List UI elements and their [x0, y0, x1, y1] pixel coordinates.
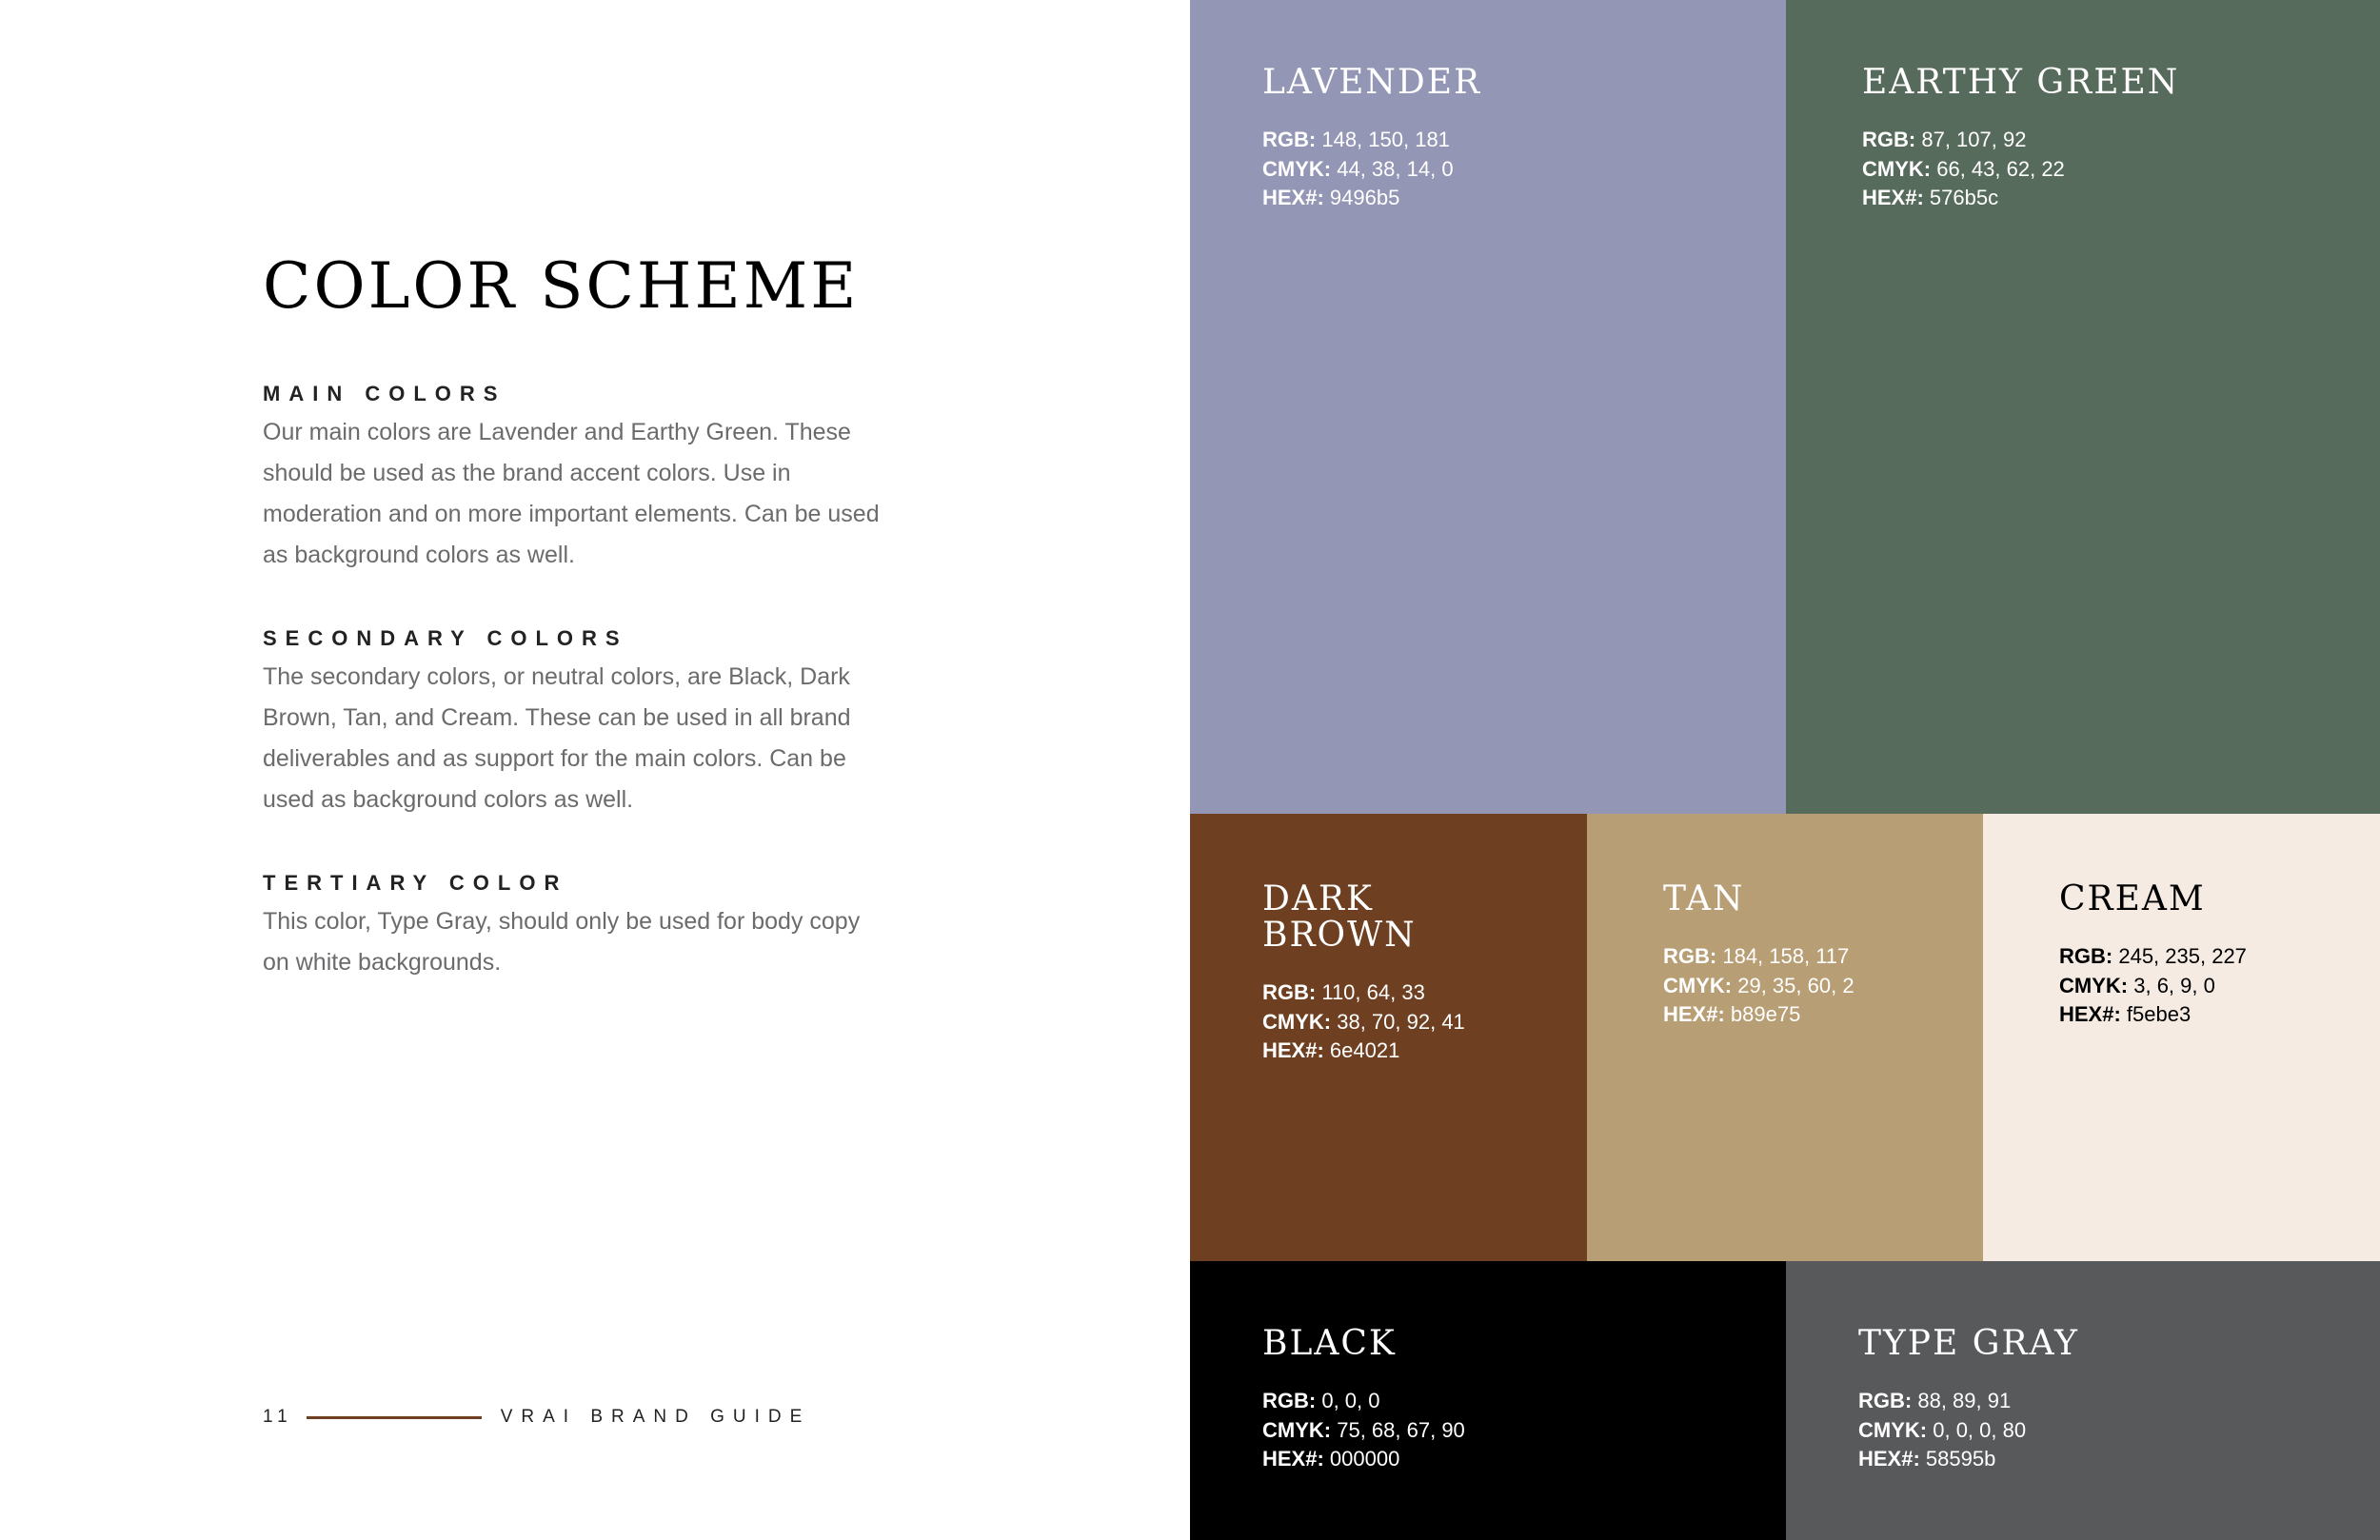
- color-specs: [1663, 942, 1983, 1030]
- hex-row: [1262, 1037, 1587, 1066]
- hex-row: [1858, 1445, 2380, 1474]
- hex-label: HEX#:: [1262, 1447, 1324, 1471]
- rgb-row: [1663, 942, 1983, 972]
- hex-value: f5ebe3: [2126, 1002, 2192, 1026]
- swatch-name: CREAM: [2059, 879, 2206, 918]
- cmyk-label: CMYK:: [1663, 973, 1733, 997]
- cmyk-value: 3, 6, 9, 0: [2133, 973, 2215, 997]
- cmyk-value: 75, 68, 67, 90: [1337, 1417, 1465, 1442]
- rgb-value: 88, 89, 91: [1917, 1389, 2012, 1412]
- rgb-row: [1858, 1387, 2380, 1416]
- rgb-row: [2059, 942, 2380, 972]
- page-footer: [263, 1403, 810, 1431]
- hex-row: [2059, 1000, 2380, 1030]
- color-specs: [1262, 978, 1587, 1066]
- color-specs: [1858, 1387, 2380, 1474]
- hex-value: 6e4021: [1329, 1038, 1400, 1062]
- swatch-type-gray: [1786, 1261, 2380, 1540]
- rgb-value: 0, 0, 0: [1321, 1389, 1380, 1412]
- swatch-name: TAN: [1663, 879, 1745, 918]
- rgb-label: RGB:: [1262, 980, 1317, 1004]
- hex-label: HEX#:: [1862, 186, 1924, 209]
- cmyk-value: 66, 43, 62, 22: [1936, 156, 2065, 181]
- hex-value: 576b5c: [1929, 186, 1999, 209]
- rgb-value: 87, 107, 92: [1921, 128, 2027, 151]
- color-specs: [1262, 126, 1786, 213]
- cmyk-row: [1663, 972, 1983, 1001]
- swatch-name: EARTHY GREEN: [1862, 63, 2180, 102]
- rgb-label: RGB:: [2059, 944, 2113, 968]
- rgb-row: [1262, 126, 1786, 155]
- section-body: Our main colors are Lavender and Earthy Green. These should be used as the brand accent colors. Use in moderation and on more important elements. Can be used as background colors as well.: [263, 419, 880, 568]
- hex-row: [1862, 184, 2380, 213]
- rgb-value: 110, 64, 33: [1321, 980, 1425, 1004]
- hex-row: [1262, 1445, 1786, 1474]
- cmyk-value: 44, 38, 14, 0: [1337, 156, 1454, 181]
- main-colors-section: [263, 382, 882, 576]
- cmyk-label: CMYK:: [1262, 1009, 1332, 1034]
- rgb-row: [1262, 1387, 1786, 1416]
- cmyk-label: CMYK:: [1262, 156, 1332, 181]
- rgb-row: [1862, 126, 2380, 155]
- hex-row: [1262, 184, 1786, 213]
- cmyk-label: CMYK:: [1862, 156, 1932, 181]
- hex-value: 58595b: [1925, 1447, 1996, 1471]
- section-body: The secondary colors, or neutral colors, are Black, Dark Brown, Tan, and Cream. These can be used in all brand deliverables and as support for the main colors. Can be used as background colors as well.: [263, 663, 851, 813]
- swatch-cream: [1983, 814, 2380, 1261]
- cmyk-value: 29, 35, 60, 2: [1737, 973, 1854, 997]
- hex-value: 000000: [1329, 1447, 1400, 1471]
- hex-label: HEX#:: [1262, 186, 1324, 209]
- swatch-earthy-green: [1786, 0, 2380, 814]
- rgb-label: RGB:: [1663, 944, 1717, 968]
- rgb-label: RGB:: [1858, 1389, 1913, 1412]
- cmyk-row: [2059, 972, 2380, 1001]
- swatch-black: [1190, 1261, 1786, 1540]
- hex-row: [1663, 1000, 1983, 1030]
- hex-label: HEX#:: [1858, 1447, 1920, 1471]
- swatch-name: BLACK: [1262, 1324, 1397, 1363]
- cmyk-value: 38, 70, 92, 41: [1337, 1009, 1465, 1034]
- swatch-tan: [1587, 814, 1983, 1261]
- color-specs: [1862, 126, 2380, 213]
- footer-divider: [307, 1416, 482, 1419]
- swatch-lavender: [1190, 0, 1786, 814]
- tertiary-color-section: [263, 871, 882, 983]
- swatch-name: TYPE GRAY: [1858, 1324, 2079, 1363]
- hex-value: b89e75: [1730, 1002, 1801, 1026]
- section-body: This color, Type Gray, should only be used for body copy on white backgrounds.: [263, 908, 861, 976]
- rgb-value: 148, 150, 181: [1321, 128, 1450, 151]
- section-heading: SECONDARY COLORS: [263, 626, 628, 650]
- rgb-value: 245, 235, 227: [2118, 944, 2247, 968]
- cmyk-value: 0, 0, 0, 80: [1933, 1417, 2027, 1442]
- cmyk-label: CMYK:: [2059, 973, 2129, 997]
- rgb-label: RGB:: [1262, 128, 1317, 151]
- swatch-dark-brown: [1190, 814, 1587, 1261]
- cmyk-label: CMYK:: [1858, 1417, 1928, 1442]
- color-specs: [2059, 942, 2380, 1030]
- cmyk-row: [1262, 1008, 1587, 1037]
- footer-label: VRAI BRAND GUIDE: [500, 1407, 811, 1427]
- swatch-name: DARK BROWN: [1262, 879, 1417, 955]
- rgb-value: 184, 158, 117: [1722, 944, 1850, 968]
- hex-value: 9496b5: [1329, 186, 1400, 209]
- hex-label: HEX#:: [2059, 1002, 2121, 1026]
- hex-label: HEX#:: [1663, 1002, 1725, 1026]
- hex-label: HEX#:: [1262, 1038, 1324, 1062]
- color-specs: [1262, 1387, 1786, 1474]
- section-heading: TERTIARY COLOR: [263, 871, 568, 895]
- cmyk-row: [1262, 155, 1786, 185]
- cmyk-row: [1858, 1416, 2380, 1446]
- rgb-label: RGB:: [1862, 128, 1916, 151]
- swatch-name: LAVENDER: [1262, 63, 1482, 102]
- cmyk-row: [1262, 1416, 1786, 1446]
- page-title: COLOR SCHEME: [263, 249, 860, 323]
- page-number: 11: [263, 1407, 293, 1427]
- rgb-label: RGB:: [1262, 1389, 1317, 1412]
- rgb-row: [1262, 978, 1587, 1008]
- cmyk-label: CMYK:: [1262, 1417, 1332, 1442]
- secondary-colors-section: [263, 626, 882, 820]
- section-heading: MAIN COLORS: [263, 382, 506, 405]
- cmyk-row: [1862, 155, 2380, 185]
